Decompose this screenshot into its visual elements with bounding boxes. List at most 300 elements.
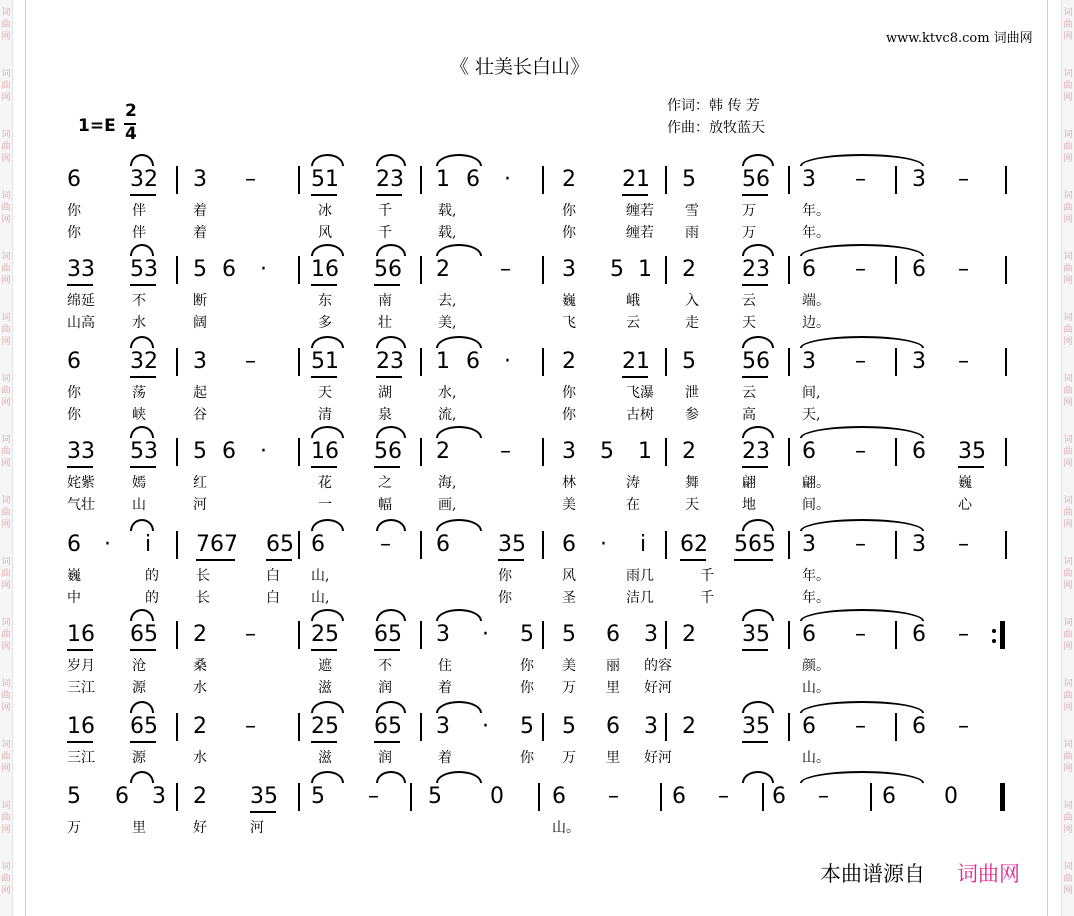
note: 3 [644, 622, 658, 647]
lyric-verse-2: 古树 [626, 407, 654, 423]
lyric-verse-2: 的 [145, 590, 159, 606]
slur-arc [800, 519, 924, 531]
note: 65 [130, 714, 158, 739]
beam-underline [958, 466, 984, 468]
watermark-glyph: 网 [1063, 825, 1073, 835]
slur-arc [742, 701, 774, 713]
watermark-glyph: 曲 [1063, 691, 1073, 701]
watermark-glyph: 网 [1063, 703, 1073, 713]
lyric-verse-2: 滋 [318, 680, 332, 696]
lyric-verse-2: 天, [802, 407, 821, 423]
watermark-glyph: 词 [1, 374, 11, 384]
beam-underline [311, 649, 337, 651]
watermark-glyph: 网 [1063, 581, 1073, 591]
barline [420, 348, 422, 376]
beam-underline [130, 194, 156, 196]
lyric-verse-2: 边。 [802, 315, 830, 331]
note: 53 [130, 439, 158, 464]
beam-underline [311, 466, 337, 468]
lyric: 的容 [644, 658, 672, 674]
barline [1005, 256, 1007, 284]
note: 6 [802, 257, 816, 282]
watermark-glyph: 网 [1, 276, 11, 286]
beam-underline [311, 194, 337, 196]
lyric: 好河 [644, 750, 672, 766]
note: 1 [436, 167, 450, 192]
watermark-glyph: 网 [1, 215, 11, 225]
slur-arc [742, 336, 774, 348]
lyric: 万 [562, 750, 576, 766]
lyric: 去, [438, 293, 457, 309]
note: 6 [222, 439, 236, 464]
note: 6 [802, 622, 816, 647]
lyric: 巍 [958, 475, 972, 491]
note: 3 [802, 167, 816, 192]
note: 767 [196, 532, 238, 557]
lyric: 沧 [132, 658, 146, 674]
note: – [245, 714, 256, 739]
note: 565 [734, 532, 776, 557]
slur-arc [742, 426, 774, 438]
barline [298, 783, 300, 811]
watermark-glyph: 词 [1, 557, 11, 567]
beam-underline [498, 559, 524, 561]
lyric: 舞 [685, 475, 699, 491]
watermark-glyph: 网 [1, 825, 11, 835]
beam-underline [742, 376, 768, 378]
barline [660, 783, 662, 811]
lyric-verse-2: 间。 [802, 497, 830, 513]
barline [895, 348, 897, 376]
lyric-verse-2: 圣 [562, 590, 576, 606]
watermark-glyph: 网 [1, 398, 11, 408]
watermark-glyph: 词 [1, 679, 11, 689]
note: · [482, 714, 489, 739]
lyric-verse-2: 泉 [378, 407, 392, 423]
note: – [500, 257, 511, 282]
slur-arc [436, 336, 482, 348]
slur-arc [311, 609, 344, 621]
lyric: 年。 [802, 568, 830, 584]
lyric-verse-2: 源 [132, 680, 146, 696]
note: 21 [622, 349, 650, 374]
slur-arc [130, 701, 154, 713]
lyric: 南 [378, 293, 392, 309]
note: 5 [520, 714, 534, 739]
slur-arc [376, 771, 406, 783]
note: 5 [67, 784, 81, 809]
barline [542, 531, 544, 559]
barline [1005, 531, 1007, 559]
note: 51 [311, 167, 339, 192]
note: · [260, 439, 267, 464]
note: 65 [266, 532, 294, 557]
lyric: 雨几 [626, 568, 654, 584]
barline [665, 256, 667, 284]
lyric: 湖 [378, 385, 392, 401]
watermark-glyph: 词 [1, 130, 11, 140]
slur-arc [130, 154, 154, 166]
note: 6 [436, 532, 450, 557]
note: 65 [374, 622, 402, 647]
watermark-glyph: 网 [1, 520, 11, 530]
lyric: 不 [132, 293, 146, 309]
lyric: 嫣 [132, 475, 146, 491]
composer-credit: 作曲：放牧蓝天 [667, 120, 765, 136]
note: – [855, 714, 866, 739]
note: 5 [428, 784, 442, 809]
lyric-verse-2: 中 [67, 590, 81, 606]
slur-arc [800, 244, 924, 256]
note: 16 [311, 439, 339, 464]
barline [788, 166, 790, 194]
slur-arc [800, 336, 924, 348]
slur-arc [376, 244, 406, 256]
note: – [855, 532, 866, 557]
watermark-glyph: 网 [1063, 337, 1073, 347]
note: 33 [67, 257, 95, 282]
lyric-verse-2: 心 [958, 497, 972, 513]
watermark-glyph: 曲 [1, 20, 11, 30]
lyric: 红 [193, 475, 207, 491]
note: 6 [606, 622, 620, 647]
note: 3 [193, 167, 207, 192]
note: 5 [562, 714, 576, 739]
slur-arc [130, 771, 154, 783]
beam-underline [196, 559, 235, 561]
note: – [245, 349, 256, 374]
note: – [855, 167, 866, 192]
lyric: 山。 [802, 750, 830, 766]
note: 5 [682, 167, 696, 192]
watermark-glyph: 网 [1, 93, 11, 103]
slur-arc [800, 771, 924, 783]
note: – [958, 622, 969, 647]
beam-underline [311, 376, 337, 378]
note: 35 [742, 622, 770, 647]
watermark-glyph: 曲 [1, 813, 11, 823]
lyric-verse-2: 多 [318, 315, 332, 331]
note: 16 [67, 714, 95, 739]
lyric: 水 [193, 750, 207, 766]
watermark-glyph: 曲 [1, 203, 11, 213]
site-url[interactable]: www.ktvc8.com 词曲网 [886, 31, 1033, 46]
lyric: 你 [67, 203, 81, 219]
lyric: 云 [742, 293, 756, 309]
slur-arc [311, 701, 344, 713]
note: 23 [742, 439, 770, 464]
note: – [718, 784, 729, 809]
watermark-glyph: 网 [1063, 459, 1073, 469]
lyric: 端。 [802, 293, 830, 309]
watermark-glyph: 曲 [1063, 264, 1073, 274]
note: 23 [742, 257, 770, 282]
barline [542, 621, 544, 649]
barline [176, 256, 178, 284]
lyric-verse-2: 缠若 [626, 225, 654, 241]
lyric: 天 [318, 385, 332, 401]
lyric: 云 [742, 385, 756, 401]
note: · [482, 622, 489, 647]
watermark-glyph: 词 [1063, 252, 1073, 262]
beam-underline [130, 649, 156, 651]
lyric: 你 [562, 203, 576, 219]
lyric: 着 [193, 203, 207, 219]
watermark-glyph: 曲 [1, 630, 11, 640]
note: 3 [193, 349, 207, 374]
note: 2 [436, 257, 450, 282]
footer-brand-link[interactable]: 词曲网 [957, 862, 1020, 886]
watermark-glyph: 词 [1, 69, 11, 79]
barline [895, 438, 897, 466]
note: 56 [374, 439, 402, 464]
barline [176, 783, 178, 811]
watermark-glyph: 网 [1, 642, 11, 652]
lyric-verse-2: 长 [196, 590, 210, 606]
watermark-glyph: 网 [1063, 154, 1073, 164]
lyric-verse-2: 三江 [67, 680, 95, 696]
lyric-verse-2: 白 [266, 590, 280, 606]
note: – [608, 784, 619, 809]
watermark-glyph: 曲 [1063, 569, 1073, 579]
barline [542, 713, 544, 741]
beam-underline [130, 284, 156, 286]
watermark-glyph: 网 [1063, 215, 1073, 225]
note: 0 [944, 784, 958, 809]
beam-underline [742, 194, 768, 196]
beam-underline [374, 466, 400, 468]
note: 2 [193, 714, 207, 739]
lyric-verse-2: 你 [562, 225, 576, 241]
lyric: 绵延 [67, 293, 95, 309]
watermark-glyph: 词 [1063, 679, 1073, 689]
lyric: 林 [562, 475, 576, 491]
slur-arc [742, 154, 774, 166]
note: 5 [610, 257, 624, 282]
watermark-glyph: 曲 [1063, 81, 1073, 91]
note: · [104, 532, 111, 557]
watermark-glyph: 网 [1, 154, 11, 164]
barline [1005, 438, 1007, 466]
slur-arc [436, 609, 482, 621]
lyric: 的 [145, 568, 159, 584]
lyric-verse-2: 阔 [193, 315, 207, 331]
note: – [855, 257, 866, 282]
lyric: 你 [498, 568, 512, 584]
note: i [640, 532, 647, 557]
lyric-verse-2: 地 [742, 497, 756, 513]
note: 3 [912, 349, 926, 374]
slur-arc [742, 771, 774, 783]
barline [895, 256, 897, 284]
barline [298, 438, 300, 466]
lyric-verse-2: 壮 [378, 315, 392, 331]
watermark-glyph: 词 [1, 618, 11, 628]
beam-underline [67, 466, 93, 468]
slur-arc [311, 519, 344, 531]
lyric: 源 [132, 750, 146, 766]
watermark-glyph: 曲 [1, 874, 11, 884]
watermark-glyph: 词 [1063, 496, 1073, 506]
lyric-verse-2: 年。 [802, 225, 830, 241]
watermark-glyph: 词 [1, 8, 11, 18]
barline [298, 531, 300, 559]
watermark-glyph: 网 [1, 459, 11, 469]
barline [1005, 348, 1007, 376]
note: 2 [682, 622, 696, 647]
repeat-dot [992, 629, 996, 633]
barline [420, 713, 422, 741]
barline [176, 166, 178, 194]
lyric-verse-2: 清 [318, 407, 332, 423]
note: 25 [311, 622, 339, 647]
note: – [958, 532, 969, 557]
watermark-glyph: 网 [1, 337, 11, 347]
watermark-glyph: 词 [1063, 130, 1073, 140]
lyric-verse-2: 峡 [132, 407, 146, 423]
lyric-verse-2: 你 [67, 225, 81, 241]
lyric: 住 [438, 658, 452, 674]
beam-underline [130, 466, 156, 468]
note: 2 [562, 167, 576, 192]
watermark-glyph: 词 [1, 252, 11, 262]
note: 6 [912, 622, 926, 647]
note: – [855, 349, 866, 374]
watermark-glyph: 词 [1063, 801, 1073, 811]
note: – [368, 784, 379, 809]
lyric-verse-2: 山 [132, 497, 146, 513]
lyric-verse-2: 山。 [802, 680, 830, 696]
note: 56 [742, 349, 770, 374]
beam-underline [250, 811, 276, 813]
lyric: 荡 [132, 385, 146, 401]
watermark-glyph: 词 [1063, 8, 1073, 18]
note: 6 [466, 167, 480, 192]
watermark-glyph: 词 [1063, 69, 1073, 79]
note: – [958, 167, 969, 192]
note: – [500, 439, 511, 464]
barline [895, 531, 897, 559]
note: 51 [311, 349, 339, 374]
note: 35 [742, 714, 770, 739]
watermark-glyph: 网 [1063, 32, 1073, 42]
lyric: 花 [318, 475, 332, 491]
lyric: 三江 [67, 750, 95, 766]
slur-arc [130, 519, 154, 531]
lyric: 涛 [626, 475, 640, 491]
watermark-glyph: 曲 [1063, 813, 1073, 823]
watermark-glyph: 词 [1, 435, 11, 445]
lyric-verse-2: 美, [438, 315, 457, 331]
watermark-glyph: 曲 [1063, 203, 1073, 213]
watermark-glyph: 词 [1, 191, 11, 201]
lyric: 入 [685, 293, 699, 309]
watermark-glyph: 词 [1, 740, 11, 750]
note: 6 [311, 532, 325, 557]
barline [176, 621, 178, 649]
barline [298, 621, 300, 649]
lyric: 你 [562, 385, 576, 401]
lyric-verse-2: 洁几 [626, 590, 654, 606]
watermark-glyph: 网 [1063, 764, 1073, 774]
slur-arc [436, 701, 482, 713]
lyric: 飞瀑 [626, 385, 654, 401]
watermark-glyph: 词 [1063, 313, 1073, 323]
note: 1 [638, 257, 652, 282]
lyric-verse-2: 载, [438, 225, 457, 241]
note: – [855, 622, 866, 647]
beam-underline [311, 284, 337, 286]
note: 2 [193, 622, 207, 647]
footer-source-label: 本曲谱源自 [820, 862, 925, 886]
note: 56 [742, 167, 770, 192]
beam-underline [622, 194, 648, 196]
watermark-glyph: 网 [1063, 886, 1073, 896]
lyric-verse-2: 千 [378, 225, 392, 241]
note: 6 [912, 439, 926, 464]
lyric-verse-2: 幅 [378, 497, 392, 513]
lyric-verse-2: 谷 [193, 407, 207, 423]
note: 6 [912, 714, 926, 739]
beam-underline [622, 376, 648, 378]
lyric-verse-2: 美 [562, 497, 576, 513]
lyric: 山, [311, 568, 330, 584]
lyric-verse-2: 画, [438, 497, 457, 513]
watermark-glyph: 词 [1063, 191, 1073, 201]
lyric: 遮 [318, 658, 332, 674]
watermark-glyph: 网 [1, 764, 11, 774]
lyric-verse-2: 千 [700, 590, 714, 606]
slur-arc [130, 244, 154, 256]
barline [420, 621, 422, 649]
lyric-verse-2: 天 [742, 315, 756, 331]
final-barline [1000, 621, 1005, 649]
slur-arc [311, 426, 344, 438]
lyric-verse-2: 云 [626, 315, 640, 331]
watermark-glyph: 词 [1063, 374, 1073, 384]
watermark-glyph: 网 [1, 886, 11, 896]
note: 32 [130, 167, 158, 192]
watermark-glyph: 曲 [1, 447, 11, 457]
note: 3 [562, 257, 576, 282]
lyric: 你 [520, 750, 534, 766]
watermark-glyph: 词 [1063, 618, 1073, 628]
lyric: 雪 [685, 203, 699, 219]
beam-underline [130, 741, 156, 743]
lyric: 翩。 [802, 475, 830, 491]
note: – [958, 257, 969, 282]
lyric: 山。 [552, 820, 580, 836]
note: 2 [193, 784, 207, 809]
slur-arc [742, 519, 774, 531]
note: – [855, 439, 866, 464]
lyric: 不 [378, 658, 392, 674]
note: · [260, 257, 267, 282]
lyric: 润 [378, 750, 392, 766]
note: 6 [466, 349, 480, 374]
watermark-glyph: 网 [1063, 642, 1073, 652]
lyric: 滋 [318, 750, 332, 766]
key-signature: 1=E [78, 116, 116, 136]
barline [298, 166, 300, 194]
lyric: 万 [742, 203, 756, 219]
lyric: 河 [250, 820, 264, 836]
beam-underline [734, 559, 773, 561]
note: 6 [802, 439, 816, 464]
lyric: 翩 [742, 475, 756, 491]
slur-arc [800, 609, 924, 621]
note: 6 [672, 784, 686, 809]
